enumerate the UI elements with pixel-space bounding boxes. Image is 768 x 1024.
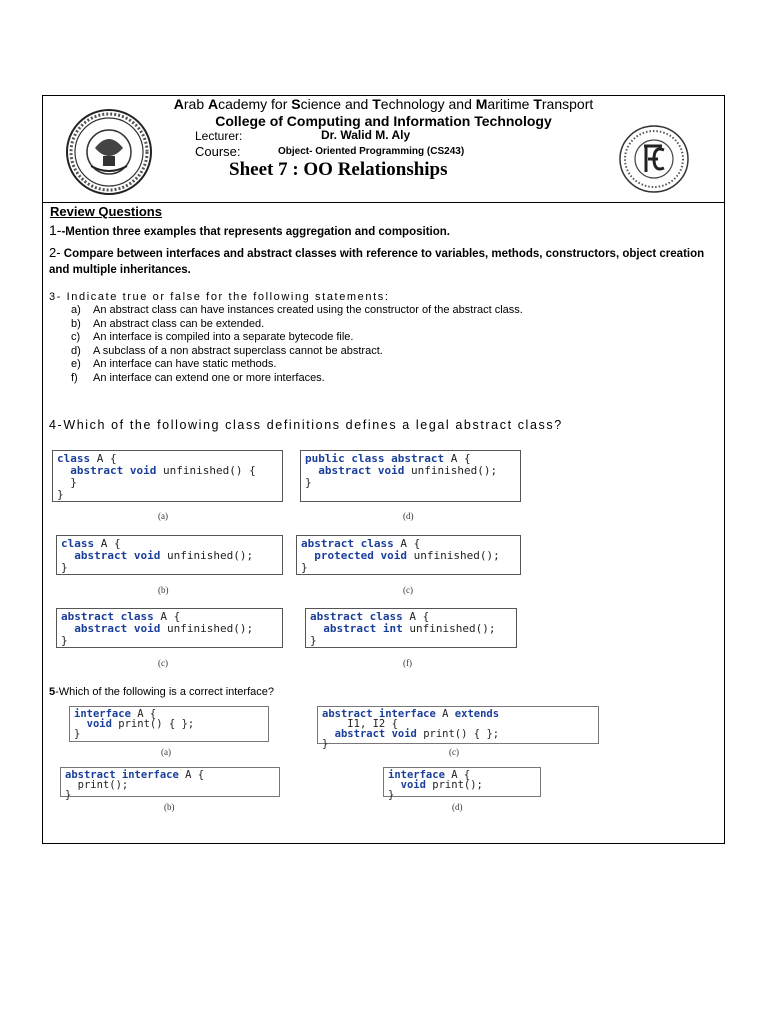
title-word-rest: echnology and	[380, 96, 476, 112]
code-line: class A {	[57, 452, 117, 465]
title-word-rest: aritime	[487, 96, 534, 112]
title-word-rest: cience and	[300, 96, 373, 112]
code-line: }	[70, 476, 77, 489]
option-caption: (b)	[158, 585, 169, 595]
option-caption: (c)	[403, 585, 413, 595]
code-line: print();	[77, 779, 129, 791]
question-2-number: 2-	[49, 245, 61, 260]
question-2	[49, 245, 709, 278]
option-caption: (c)	[449, 747, 459, 757]
title-initial: S	[291, 96, 301, 112]
title-word-rest: cademy for	[218, 96, 292, 112]
code-option-box	[317, 706, 599, 750]
code-line: abstract void unfinished() {	[70, 464, 256, 477]
code-line: abstract class A {	[61, 610, 181, 623]
code-line: }	[310, 634, 317, 647]
code-option-box	[296, 535, 521, 575]
code-line: abstract interface A extends	[322, 708, 500, 720]
code-option-box	[69, 706, 269, 742]
list-item-text: An interface can extend one or more interfaces.	[93, 371, 325, 384]
code-line: abstract int unfinished();	[323, 622, 496, 635]
list-item	[71, 304, 523, 318]
list-item-text: An interface can have static methods.	[93, 358, 277, 371]
list-item-label: b)	[71, 317, 81, 330]
option-caption: (a)	[158, 511, 168, 521]
code-line: interface A {	[388, 769, 471, 781]
question-1-text: -Mention three examples that represents aggregation and composition.	[61, 226, 450, 238]
code-line: }	[305, 476, 312, 489]
title-initial: T	[533, 96, 542, 112]
code-line: abstract interface A {	[65, 769, 205, 781]
list-item	[71, 331, 523, 345]
list-item-text: An interface is compiled into a separate bytecode file.	[93, 331, 354, 344]
code-line: void print();	[400, 779, 483, 791]
course-name: Object- Oriented Programming (CS243)	[278, 146, 465, 157]
code-line: }	[57, 488, 64, 501]
lecturer-label: Lecturer:	[195, 129, 243, 143]
code-option-box	[383, 767, 541, 801]
question-5-number: 5	[49, 686, 56, 698]
code-line: }	[65, 789, 72, 801]
code-option-box	[60, 767, 280, 801]
code-line: }	[61, 634, 68, 647]
list-item-label: d)	[71, 344, 81, 357]
code-line: }	[322, 738, 329, 750]
list-item-label: e)	[71, 358, 81, 371]
list-item-label: c)	[71, 331, 81, 344]
list-item-label: f)	[71, 371, 78, 384]
code-line: interface A {	[74, 708, 157, 720]
question-5-prompt	[49, 685, 274, 700]
option-caption: (a)	[161, 747, 171, 757]
code-line: }	[74, 728, 81, 740]
title-word-rest: ransport	[541, 96, 594, 112]
code-option-box	[300, 450, 521, 502]
option-caption: (b)	[164, 802, 175, 812]
title-initial: M	[475, 96, 488, 112]
code-line: public class abstract A {	[305, 452, 471, 465]
code-option-box	[305, 608, 517, 648]
code-line: I1, I2 {	[347, 718, 398, 730]
code-line: abstract void unfinished();	[318, 464, 498, 477]
title-initial: T	[372, 96, 381, 112]
list-item-text: A subclass of a non abstract superclass cannot be abstract.	[93, 344, 383, 357]
code-line: abstract void unfinished();	[74, 622, 254, 635]
list-item	[71, 318, 523, 332]
college-emblem-logo	[618, 124, 690, 194]
code-line: }	[388, 789, 395, 801]
academy-name	[43, 96, 724, 112]
lecturer-name: Dr. Walid M. Aly	[321, 128, 411, 142]
code-line: abstract class A {	[310, 610, 430, 623]
question-1	[49, 223, 450, 240]
code-line: abstract class A {	[301, 537, 421, 550]
title-word-rest: rab	[183, 96, 208, 112]
list-item-text: An abstract class can be extended.	[93, 317, 265, 330]
header-block	[43, 96, 724, 203]
code-option-box	[56, 608, 283, 648]
title-initial: A	[173, 96, 184, 112]
question-1-number: 1-	[49, 222, 62, 238]
code-line: abstract void print() { };	[334, 728, 500, 740]
question-2-text: Compare between interfaces and abstract classes with reference to variables, methods, constructors, object creation and multiple inheritances.	[49, 248, 705, 276]
option-caption: (d)	[452, 802, 463, 812]
code-option-box	[52, 450, 283, 502]
college-name: College of Computing and Information Technology	[215, 113, 552, 129]
code-line: void print() { };	[86, 718, 195, 730]
code-line: }	[61, 561, 68, 574]
option-caption: (f)	[403, 658, 412, 668]
list-item-label: a)	[71, 304, 81, 316]
code-line: }	[301, 561, 308, 574]
question-4-prompt: 4-Which of the following class definitions defines a legal abstract class?	[49, 418, 563, 432]
question-5-text: -Which of the following is a correct interface?	[55, 686, 274, 698]
list-item	[71, 358, 523, 372]
option-caption: (d)	[403, 511, 414, 521]
title-initial: A	[208, 96, 219, 112]
course-label: Course:	[195, 144, 241, 159]
code-line: abstract void unfinished();	[74, 549, 254, 562]
list-item-text: An abstract class can have instances created using the constructor of the abstract class.	[93, 304, 523, 316]
question-3-list	[71, 304, 523, 386]
list-item	[71, 372, 523, 386]
list-item	[71, 345, 523, 359]
code-option-box	[56, 535, 283, 575]
code-line: class A {	[61, 537, 121, 550]
option-caption: (c)	[158, 658, 168, 668]
review-questions-heading: Review Questions	[50, 204, 162, 219]
sheet-title: Sheet 7 : OO Relationships	[229, 159, 448, 180]
code-line: protected void unfinished();	[314, 549, 500, 562]
question-3-prompt: 3- Indicate true or false for the following statements:	[49, 291, 390, 303]
document-sheet	[42, 95, 725, 844]
